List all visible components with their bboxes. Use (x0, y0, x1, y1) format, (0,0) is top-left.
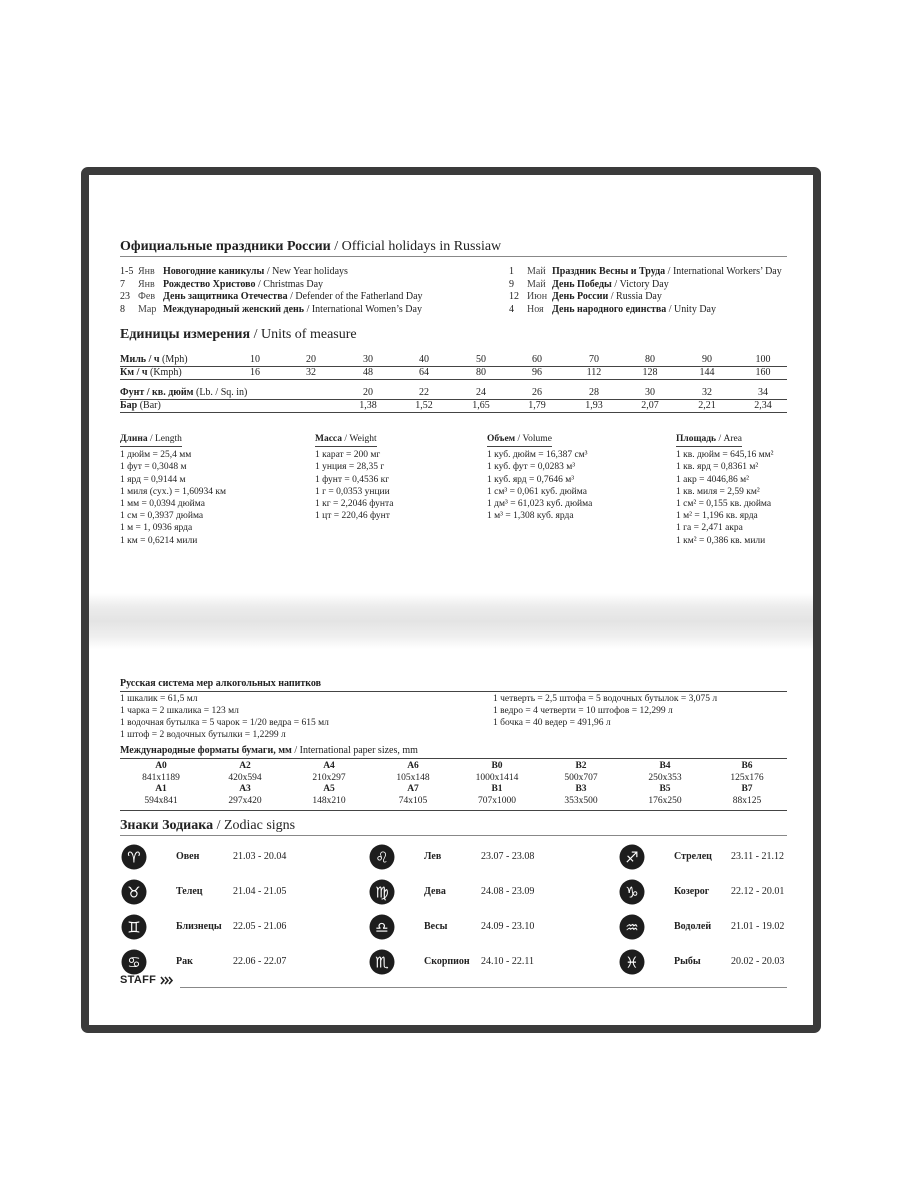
paper-format-size: 841x1189 (142, 773, 180, 783)
zodiac-dates: 23.11 - 21.12 (731, 851, 784, 862)
holiday-name-en: / Christmas Day (255, 278, 324, 290)
crab-icon (120, 948, 148, 976)
holiday-name-en: / Russia Day (608, 291, 662, 303)
alcohol-left-list (120, 693, 329, 741)
lion-icon (368, 843, 396, 871)
paper-format-name: B7 (741, 784, 753, 794)
holiday-name-ru: День защитника Отечества (163, 291, 288, 303)
svg-text:♑: ♑ (625, 883, 639, 902)
unit-value-cell: 24 (476, 387, 486, 398)
holiday-row (120, 266, 423, 279)
paper-format-name: A7 (407, 784, 419, 794)
unit-value-cell: 20 (306, 354, 316, 365)
holidays-title-en: Official holidays in Russiaw (341, 239, 502, 254)
unit-value-cell: 50 (476, 354, 486, 365)
conversion-line: 1 га = 2,471 акра (676, 523, 743, 534)
zodiac-name: Рыбы (674, 956, 701, 967)
holiday-row (509, 279, 782, 292)
paper-format-name: A2 (239, 761, 251, 771)
holiday-month: Ноя (527, 303, 544, 315)
zodiac-name: Овен (176, 851, 200, 862)
paper-title-en: / International paper sizes, mm (291, 745, 418, 756)
unit-label-ru: Км / ч (120, 367, 148, 378)
holidays-title (120, 239, 501, 255)
holidays-rule (120, 256, 787, 257)
paper-rule-bottom (120, 810, 787, 811)
paper-format-name: B5 (659, 784, 671, 794)
footer-rule (180, 987, 787, 988)
holiday-name-en: / Unity Day (666, 303, 716, 315)
zodiac-dates: 24.10 - 22.11 (481, 956, 534, 967)
zodiac-name: Телец (176, 886, 203, 897)
unit-label-ru: Миль / ч (120, 354, 160, 365)
conversion-line: 1 см = 0,3937 дюйма (120, 511, 204, 522)
svg-text:♏: ♏ (375, 953, 389, 972)
holidays-title-sep: / (330, 239, 342, 254)
ram-icon (120, 843, 148, 871)
conversion-line: 1 кв. миля = 2,59 км² (676, 486, 760, 497)
paper-format-size: 148x210 (312, 796, 346, 806)
planner-page (81, 167, 821, 1033)
holiday-name-ru: Рождество Христово (163, 278, 256, 290)
paper-format-name: B1 (491, 784, 503, 794)
unit-value-cell: 20 (363, 387, 373, 398)
paper-format-size: 74x105 (398, 796, 428, 806)
holiday-day: 1-5 (120, 266, 134, 277)
holiday-month: Май (527, 278, 546, 290)
paper-format-name: B3 (575, 784, 587, 794)
holiday-day: 12 (509, 291, 519, 303)
alcohol-title: Русская система мер алкогольных напитков (120, 678, 322, 689)
paper-format-size: 420x594 (228, 773, 262, 783)
unit-value-cell: 128 (642, 367, 658, 378)
holiday-day: 9 (509, 278, 514, 290)
unit-row-rule (120, 366, 787, 367)
unit-value-cell: 32 (306, 367, 316, 378)
holiday-name-en: / International Workers’ Day (665, 266, 782, 277)
holiday-month: Янв (138, 266, 155, 277)
holiday-name-en: / Defender of the Fatherland Day (287, 291, 423, 303)
zodiac-name: Рак (176, 956, 193, 967)
holiday-name-ru: Новогодние каникулы (163, 266, 265, 277)
paper-format-name: B4 (659, 761, 671, 771)
holiday-row (120, 279, 423, 292)
units-title-sep: / (250, 327, 261, 342)
conversion-line: 1 см² = 0,155 кв. дюйма (676, 499, 772, 510)
paper-format-size: 176x250 (648, 796, 682, 806)
unit-label-en: (Kmph) (147, 367, 182, 378)
virgin-icon (368, 878, 396, 906)
brand-logo (120, 974, 174, 986)
zodiac-dates: 20.02 - 20.03 (731, 956, 785, 967)
unit-row-label (120, 367, 182, 378)
conversion-line: 1 куб. фут = 0,0283 м³ (487, 462, 576, 473)
water-bearer-icon (618, 913, 646, 941)
unit-row-rule (120, 412, 787, 413)
zodiac-dates: 22.05 - 21.06 (233, 921, 287, 932)
alcohol-line: 1 бочка = 40 ведер = 491,96 л (493, 718, 611, 728)
conversion-heading-en: / Weight (342, 434, 377, 444)
zodiac-name: Дева (424, 886, 446, 897)
paper-format-name: A0 (155, 761, 167, 771)
conversion-column (487, 433, 592, 522)
svg-text:♈: ♈ (127, 848, 141, 867)
brand-chevrons-icon (160, 976, 174, 985)
unit-value-cell: 96 (532, 367, 542, 378)
conversion-line: 1 фунт = 0,4536 кг (315, 474, 390, 485)
conversion-line: 1 см³ = 0,061 куб. дюйма (487, 486, 587, 497)
alcohol-right-list (493, 693, 717, 729)
conversion-heading-en: / Area (716, 434, 742, 444)
paper-format-size: 297x420 (228, 796, 262, 806)
conversion-line: 1 м² = 1,196 кв. ярда (676, 511, 758, 522)
paper-format-name: A1 (155, 784, 167, 794)
zodiac-title (120, 818, 295, 834)
svg-text:♌: ♌ (375, 848, 389, 867)
conversion-line: 1 куб. ярд = 0,7646 м³ (487, 474, 575, 485)
zodiac-name: Скорпион (424, 956, 470, 967)
unit-row-label (120, 400, 161, 411)
holiday-name-en: / Victory Day (611, 278, 669, 290)
brand-name: STAFF (120, 974, 157, 986)
unit-value-cell: 1,93 (585, 400, 603, 411)
conversion-line: 1 фут = 0,3048 м (120, 462, 187, 473)
holiday-row (509, 304, 782, 317)
holiday-month: Янв (138, 278, 155, 290)
unit-value-cell: 34 (758, 387, 768, 398)
unit-value-cell: 2,34 (754, 400, 772, 411)
holiday-name-ru: Праздник Весны и Труда (552, 266, 666, 277)
zodiac-dates: 21.01 - 19.02 (731, 921, 785, 932)
unit-value-cell: 2,21 (698, 400, 716, 411)
unit-row-label (120, 354, 188, 365)
conversion-line: 1 кв. ярд = 0,8361 м² (676, 462, 759, 473)
svg-text:♐: ♐ (625, 848, 639, 867)
holiday-month: Июн (527, 291, 548, 303)
page-fold (89, 593, 813, 649)
zodiac-name: Стрелец (674, 851, 712, 862)
holiday-name-ru: День народного единства (552, 303, 667, 315)
holiday-day: 1 (509, 266, 514, 277)
zodiac-name: Весы (424, 921, 448, 932)
svg-text:♓: ♓ (625, 953, 639, 972)
bull-icon (120, 878, 148, 906)
alcohol-line: 1 ведро = 4 четверти = 10 штофов = 12,299 л (493, 706, 673, 716)
unit-value-cell: 70 (589, 354, 599, 365)
conversion-line: 1 м = 1, 0936 ярда (120, 523, 193, 534)
svg-text:♉: ♉ (127, 883, 141, 902)
unit-value-cell: 64 (419, 367, 429, 378)
unit-row-rule (120, 379, 787, 380)
svg-text:♊: ♊ (127, 918, 141, 937)
conversion-line: 1 дм³ = 61,023 куб. дюйма (487, 499, 593, 510)
zodiac-dates: 21.03 - 20.04 (233, 851, 287, 862)
alcohol-rule (120, 691, 787, 692)
conversion-line: 1 унция = 28,35 г (315, 462, 385, 473)
unit-value-cell: 80 (476, 367, 486, 378)
paper-format-size: 500x707 (564, 773, 598, 783)
unit-label-en: (Lb. / Sq. in) (193, 387, 248, 398)
paper-format-size: 105x148 (396, 773, 430, 783)
conversion-heading (120, 433, 182, 447)
zodiac-dates: 24.08 - 23.09 (481, 886, 535, 897)
paper-format-size: 88x125 (732, 796, 762, 806)
unit-value-cell: 90 (702, 354, 712, 365)
paper-format-size: 707x1000 (478, 796, 516, 806)
conversion-line: 1 куб. дюйм = 16,387 см³ (487, 450, 588, 461)
unit-value-cell: 16 (250, 367, 260, 378)
unit-value-cell: 100 (755, 354, 771, 365)
holiday-row (120, 291, 423, 304)
holidays-left-list (120, 266, 423, 316)
paper-format-name: A3 (239, 784, 251, 794)
paper-format-size: 594x841 (144, 796, 178, 806)
svg-text:♋: ♋ (127, 953, 141, 972)
conversion-line: 1 кв. дюйм = 645,16 мм² (676, 450, 774, 461)
paper-format-size: 1000x1414 (475, 773, 519, 783)
alcohol-line: 1 штоф = 2 водочных бутылки = 1,2299 л (120, 730, 286, 740)
unit-row-label (120, 387, 247, 398)
conversion-line: 1 дюйм = 25,4 мм (120, 450, 192, 461)
unit-row-rule (120, 399, 787, 400)
scales-icon (368, 913, 396, 941)
paper-format-name: B6 (741, 761, 753, 771)
zodiac-dates: 23.07 - 23.08 (481, 851, 535, 862)
unit-value-cell: 1,65 (472, 400, 490, 411)
unit-value-cell: 1,52 (415, 400, 433, 411)
zodiac-name: Близнецы (176, 921, 222, 932)
unit-value-cell: 26 (532, 387, 542, 398)
unit-label-ru: Бар (120, 400, 138, 411)
conversion-heading-ru: Площадь (676, 434, 717, 444)
twins-icon (120, 913, 148, 941)
holiday-day: 7 (120, 278, 125, 290)
svg-text:♎: ♎ (375, 918, 389, 937)
conversion-heading (487, 433, 552, 447)
alcohol-line: 1 водочная бутылка = 5 чарок = 1/20 ведра = 615 мл (120, 718, 329, 728)
unit-label-ru: Фунт / кв. дюйм (120, 387, 194, 398)
holiday-name-ru: День Победы (552, 278, 612, 290)
conversion-line: 1 миля (сух.) = 1,60934 км (120, 486, 226, 497)
alcohol-line: 1 чарка = 2 шкалика = 123 мл (120, 706, 239, 716)
conversion-heading-en: / Volume (515, 434, 552, 444)
conversion-line: 1 км² = 0,386 кв. мили (676, 535, 766, 546)
paper-format-name: A6 (407, 761, 419, 771)
paper-rule-top (120, 758, 787, 759)
conversion-line: 1 мм = 0,0394 дюйма (120, 499, 205, 510)
holiday-day: 23 (120, 291, 130, 303)
paper-format-size: 210x297 (312, 773, 346, 783)
zodiac-name: Водолей (674, 921, 712, 932)
unit-label-en: (Mph) (159, 354, 188, 365)
holiday-row (509, 266, 782, 279)
unit-value-cell: 80 (645, 354, 655, 365)
unit-value-cell: 160 (755, 367, 771, 378)
archer-icon (618, 843, 646, 871)
unit-value-cell: 60 (532, 354, 542, 365)
unit-value-cell: 32 (702, 387, 712, 398)
conversion-line: 1 акр = 4046,86 м² (676, 474, 749, 485)
holiday-row (509, 291, 782, 304)
zodiac-dates: 22.12 - 20.01 (731, 886, 785, 897)
holiday-name-ru: Международный женский день (163, 303, 305, 315)
holiday-day: 4 (509, 303, 514, 315)
unit-value-cell: 10 (250, 354, 260, 365)
zodiac-dates: 21.04 - 21.05 (233, 886, 287, 897)
unit-value-cell: 144 (699, 367, 715, 378)
goat-icon (618, 878, 646, 906)
svg-text:♒: ♒ (625, 918, 639, 937)
unit-value-cell: 112 (586, 367, 602, 378)
units-title-en: Units of measure (260, 327, 357, 342)
holiday-month: Мар (138, 303, 157, 315)
holiday-name-en: / New Year holidays (264, 266, 348, 277)
unit-label-en: (Bar) (137, 400, 161, 411)
zodiac-name: Козерог (674, 886, 710, 897)
alcohol-line: 1 четверть = 2,5 штофа = 5 водочных бутылок = 3,075 л (493, 694, 718, 704)
holidays-right-list (509, 266, 782, 316)
conversion-heading (676, 433, 742, 447)
holiday-day: 8 (120, 303, 125, 315)
conversion-line: 1 км = 0,6214 мили (120, 535, 198, 546)
unit-value-cell: 48 (363, 367, 373, 378)
unit-value-cell: 30 (363, 354, 373, 365)
paper-title (120, 745, 418, 756)
conversion-line: 1 кг = 2,2046 фунта (315, 499, 394, 510)
zodiac-dates: 22.06 - 22.07 (233, 956, 287, 967)
paper-format-size: 250x353 (648, 773, 682, 783)
conversion-heading-ru: Объем (487, 434, 516, 444)
paper-format-name: B0 (491, 761, 503, 771)
holiday-name-ru: День России (552, 291, 609, 303)
svg-text:♍: ♍ (375, 883, 389, 902)
unit-value-cell: 2,07 (641, 400, 659, 411)
holiday-month: Фев (138, 291, 156, 303)
paper-format-name: B2 (575, 761, 587, 771)
conversion-column (120, 433, 226, 547)
holiday-row (120, 304, 423, 317)
paper-format-name: A5 (323, 784, 335, 794)
zodiac-dates: 24.09 - 23.10 (481, 921, 535, 932)
unit-value-cell: 28 (589, 387, 599, 398)
conversion-column (315, 433, 393, 522)
conversion-heading (315, 433, 377, 447)
zodiac-rule (120, 835, 787, 836)
scorpion-icon (368, 948, 396, 976)
conversion-line: 1 ярд = 0,9144 м (120, 474, 186, 485)
unit-value-cell: 40 (419, 354, 429, 365)
conversion-heading-ru: Масса (315, 434, 343, 444)
conversion-line: 1 г = 0,0353 унции (315, 486, 390, 497)
alcohol-line: 1 шкалик = 61,5 мл (120, 694, 198, 704)
unit-value-cell: 30 (645, 387, 655, 398)
zodiac-title-ru: Знаки Зодиака (120, 818, 214, 833)
paper-format-size: 125x176 (730, 773, 764, 783)
holidays-title-ru: Официальные праздники России (120, 239, 331, 254)
conversion-line: 1 цт = 220,46 фунт (315, 511, 390, 522)
conversion-line: 1 карат = 200 мг (315, 450, 381, 461)
unit-value-cell: 1,38 (359, 400, 377, 411)
zodiac-name: Лев (424, 851, 442, 862)
paper-format-name: A4 (323, 761, 335, 771)
conversion-line: 1 м³ = 1,308 куб. ярда (487, 511, 574, 522)
units-title-ru: Единицы измерения (120, 327, 251, 342)
zodiac-title-en: / Zodiac signs (213, 818, 296, 833)
paper-title-ru: Международные форматы бумаги, мм (120, 745, 292, 756)
conversion-heading-en: / Length (147, 434, 182, 444)
holiday-month: Май (527, 266, 546, 277)
unit-value-cell: 1,79 (528, 400, 546, 411)
units-title (120, 327, 357, 343)
conversion-column (676, 433, 773, 547)
paper-format-size: 353x500 (564, 796, 598, 806)
conversion-heading-ru: Длина (120, 434, 148, 444)
fish-icon (618, 948, 646, 976)
holiday-name-en: / International Women’s Day (304, 303, 422, 315)
unit-value-cell: 22 (419, 387, 429, 398)
